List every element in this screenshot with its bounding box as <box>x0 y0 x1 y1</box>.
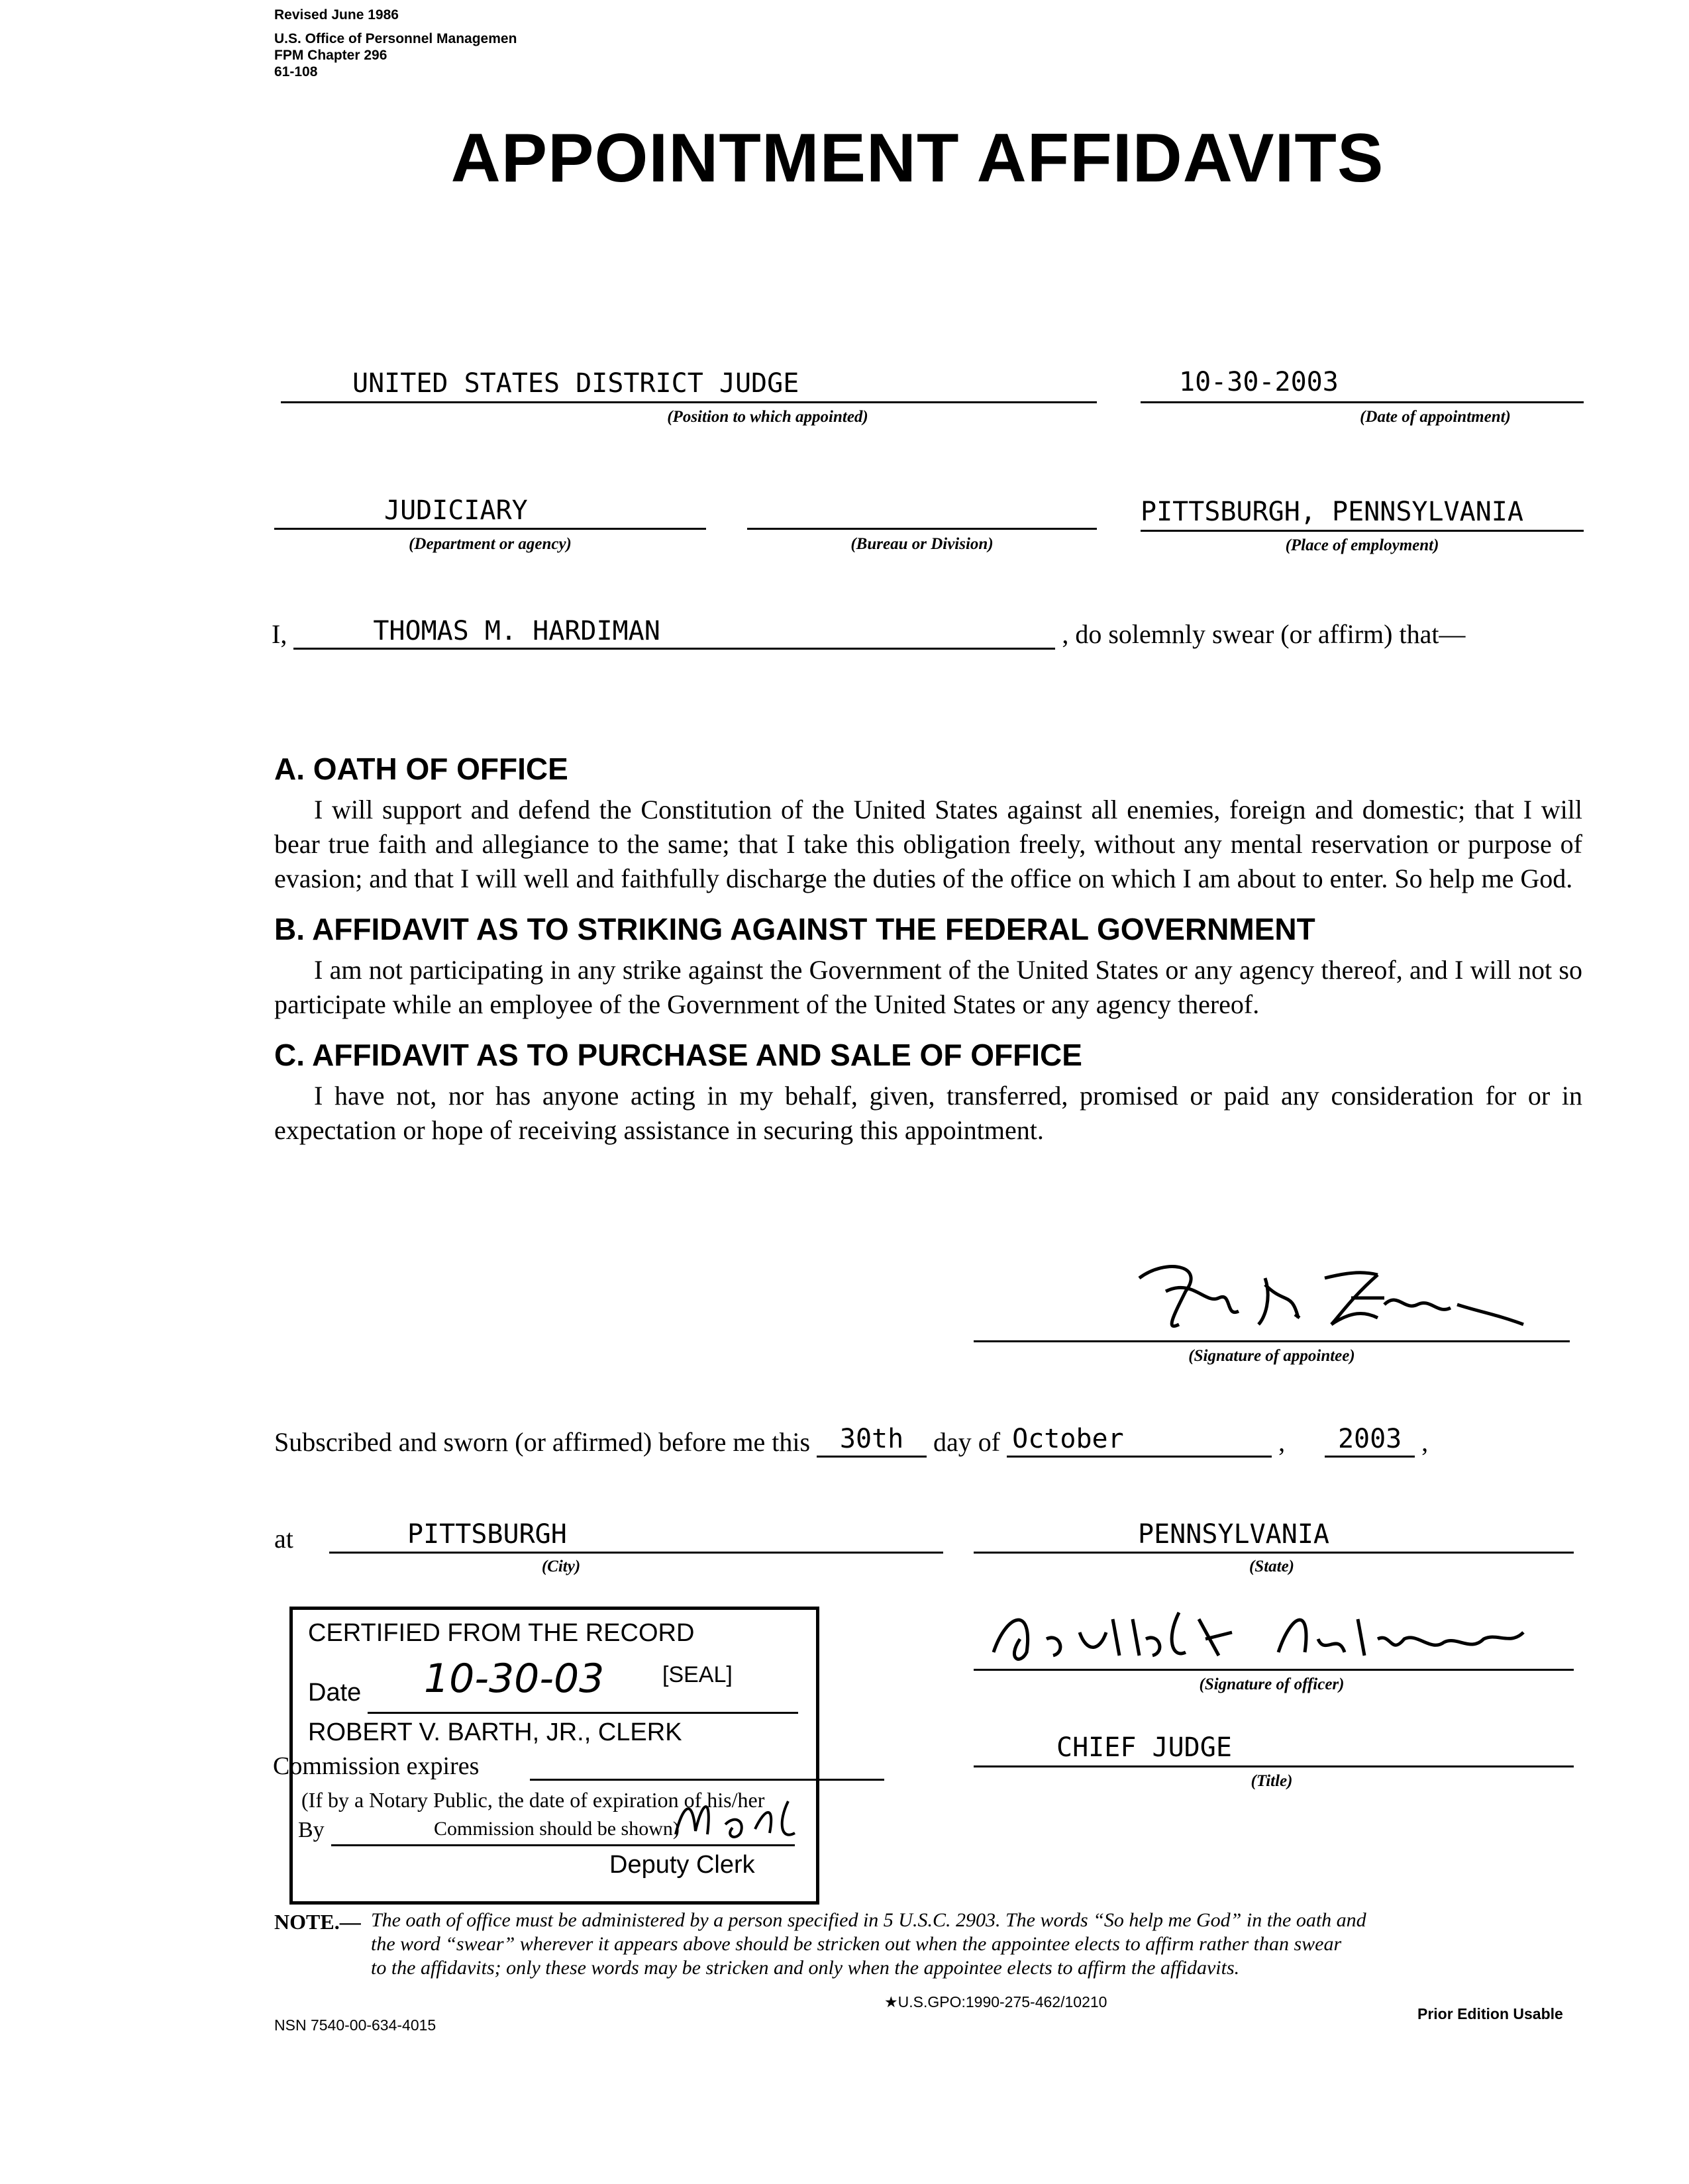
date-label: (Date of appointment) <box>1360 408 1511 426</box>
deputy-clerk-signature <box>669 1781 808 1848</box>
section-c-text: I have not, nor has anyone acting in my behalf, given, transferred, promised or paid any consideration for or in expectation or hope of receiving assistance in securing this appointment. <box>274 1081 1582 1145</box>
gpo-code: ★U.S.GPO:1990-275-462/10210 <box>884 1993 1107 2010</box>
stamp-date-label: Date <box>308 1679 362 1707</box>
commission-note-line1: (If by a Notary Public, the date of expiration of his/her <box>301 1788 765 1812</box>
stamp-by: By <box>298 1818 325 1842</box>
department-value: JUDICIARY <box>384 495 528 526</box>
agency-name: U.S. Office of Personnel Managemen <box>274 31 517 46</box>
stamp-certified-text: CERTIFIED FROM THE RECORD <box>308 1619 695 1647</box>
city-line <box>329 1552 943 1554</box>
note-label: NOTE.— <box>274 1910 361 1934</box>
city-label: (City) <box>541 1558 581 1575</box>
bureau-label: (Bureau or Division) <box>850 535 994 553</box>
appointee-name-value: THOMAS M. HARDIMAN <box>293 616 1055 650</box>
department-line <box>274 528 706 530</box>
stamp-deputy-clerk: Deputy Clerk <box>609 1851 755 1879</box>
section-c-heading: C. AFFIDAVIT AS TO PURCHASE AND SALE OF OFFICE <box>274 1038 1082 1072</box>
section-a-text: I will support and defend the Constitution of the United States against all enemies, foreign and domestic; that I will bear true faith and allegiance to the same; that I take this obligation freely, without any mental reservation or purpose of evasion; and that I will well and faithfully discharge the duties of the office on which I am about to enter. So help me God. <box>274 795 1582 893</box>
section-b-text: I am not participating in any strike against the Government of the United States or any agency thereof, and I will not so participate while an employee of the Government of the United States or any agency thereof. <box>274 955 1582 1019</box>
officer-signature <box>980 1593 1576 1669</box>
officer-signature-line <box>974 1669 1574 1671</box>
oath-suffix: , do solemnly swear (or affirm) that— <box>1062 619 1466 649</box>
position-line <box>281 401 1097 403</box>
sworn-year-comma: , <box>1421 1427 1429 1457</box>
department-label: (Department or agency) <box>409 535 572 553</box>
appointee-signature <box>1126 1252 1537 1338</box>
sworn-year-value: 2003 <box>1325 1424 1415 1458</box>
officer-title-value: CHIEF JUDGE <box>1056 1732 1232 1763</box>
by-line <box>331 1844 795 1846</box>
stamp-seal-text: [SEAL] <box>662 1662 733 1687</box>
stamp-date-line <box>368 1712 798 1714</box>
section-b-heading: B. AFFIDAVIT AS TO STRIKING AGAINST THE FEDERAL GOVERNMENT <box>274 912 1315 946</box>
city-value: PITTSBURGH <box>407 1519 567 1550</box>
appointee-signature-label: (Signature of appointee) <box>1188 1347 1355 1365</box>
officer-title-line <box>974 1765 1574 1767</box>
appointee-signature-line <box>974 1340 1570 1342</box>
note-line-3: to the affidavits; only these words may be stricken and only when the appointee elects to affirm the affidavits. <box>371 1957 1240 1979</box>
state-value: PENNSYLVANIA <box>1138 1519 1329 1550</box>
oath-prefix: I, <box>272 619 287 649</box>
prior-edition-note: Prior Edition Usable <box>1417 2005 1563 2022</box>
sworn-prefix: Subscribed and sworn (or affirmed) before me this <box>274 1427 811 1457</box>
section-a-heading: A. OATH OF OFFICE <box>274 752 568 786</box>
note-line-1: The oath of office must be administered by a person specified in 5 U.S.C. 2903. The words “So help me God” in the oath and <box>371 1909 1366 1931</box>
stamp-date-value: 10-30-03 <box>424 1656 605 1702</box>
commission-expires-label: Commission expires <box>273 1752 480 1780</box>
sworn-day-value: 30th <box>817 1424 927 1458</box>
place-line <box>1141 530 1584 532</box>
form-number: 61-108 <box>274 64 318 79</box>
officer-title-label: (Title) <box>1251 1772 1293 1790</box>
officer-signature-label: (Signature of officer) <box>1199 1675 1345 1693</box>
sworn-month-value: October <box>1007 1424 1272 1458</box>
state-line <box>974 1552 1574 1554</box>
commission-line <box>530 1779 884 1781</box>
state-label: (State) <box>1249 1558 1295 1575</box>
sworn-comma: , <box>1278 1427 1286 1457</box>
position-label: (Position to which appointed) <box>667 408 868 426</box>
place-label: (Place of employment) <box>1285 536 1439 554</box>
date-line <box>1141 401 1584 403</box>
at-text: at <box>274 1524 293 1554</box>
page-title: APPOINTMENT AFFIDAVITS <box>450 120 1384 197</box>
position-value: UNITED STATES DISTRICT JUDGE <box>352 368 799 399</box>
place-value: PITTSBURGH, PENNSYLVANIA <box>1141 497 1523 527</box>
bureau-line <box>747 528 1097 530</box>
day-of-text: day of <box>933 1427 1001 1457</box>
revised-date: Revised June 1986 <box>274 7 399 23</box>
sworn-line <box>274 1424 1428 1458</box>
commission-note-line2: Commission should be shown) <box>434 1818 680 1840</box>
stamp-clerk: ROBERT V. BARTH, JR., CLERK <box>308 1718 682 1746</box>
oath-line <box>272 616 1465 650</box>
date-of-appointment-value: 10-30-2003 <box>1179 367 1339 397</box>
fpm-chapter: FPM Chapter 296 <box>274 48 387 63</box>
affidavit-sections <box>274 750 1582 1162</box>
note-line-2: the word “swear” wherever it appears above should be stricken out when the appointee elects to affirm rather than swear <box>371 1933 1342 1955</box>
nsn-number: NSN 7540-00-634-4015 <box>274 2016 436 2034</box>
